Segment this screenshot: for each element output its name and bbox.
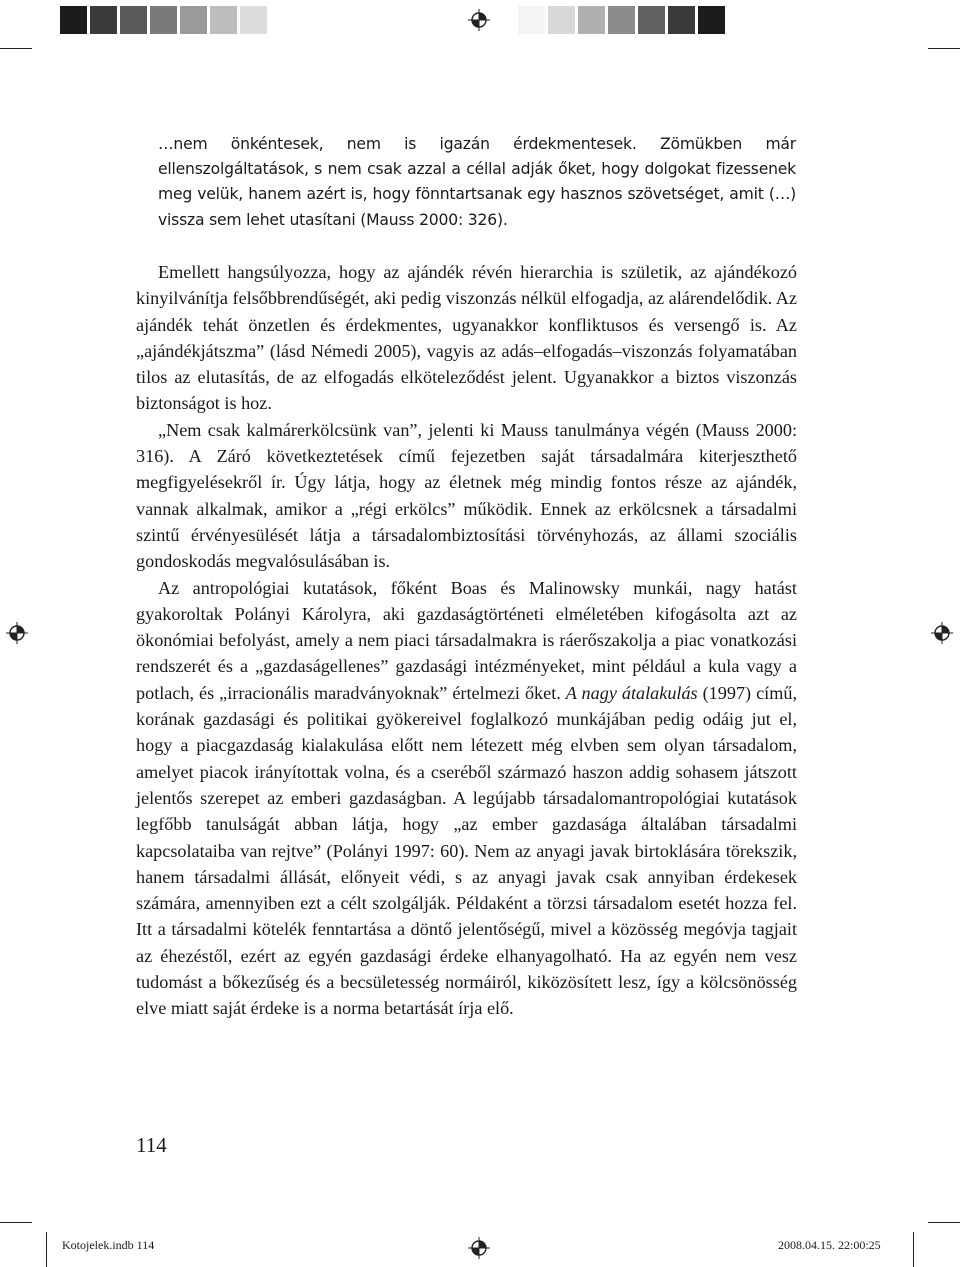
page-number: 114 — [136, 1133, 167, 1157]
color-swatch — [548, 6, 575, 34]
paragraph-text: (1997) című, korának gazdasági és politikai gyökereivel foglalkozó munkájában pedig odáig jut el, hogy a piacgazdaság kialakulása előtt nem létezett még elvben sem olyan társadalom, amelyet piacok irányítottak volna, és a cseréből származó haszon addig sohasem játszott jelentős szerepet az emberi gazdaságban. A legújabb társadalomantropológiai kutatások legfőbb tanulságát abban látja, hogy „az ember gazdasága általában társadalmi kapcsolataiba van rejtve” (Polányi 1997: 60). Nem az anyagi javak birtoklására törekszik, hanem társadalmi állását, előnyeit védi, s az anyagi javak csak annyiban érdekesek számára, amennyiben ezt a célt szolgálják. Példaként a törzsi társadalom esetét hozza fel. Itt a társadalmi kötelék fenntartása a döntő jelentőségű, mivel a közösség megóvja tagjait az éhezéstől, ezért az egyén gazdasági érdeke elhanyagolható. Ha az egyén nem vesz tudomást a bőkezűség és a becsületesség normáiról, kiközösített lesz, így a kölcsönösség elve miatt saját érdeke is a norma betartását írja elő. — [136, 682, 797, 1019]
color-swatch — [608, 6, 635, 34]
crop-mark — [46, 1232, 47, 1267]
registration-mark-icon — [6, 622, 28, 644]
color-bar-right — [518, 6, 728, 34]
color-swatch — [150, 6, 177, 34]
paragraph: Emellett hangsúlyozza, hogy az ajándék révén hierarchia is születik, az ajándékozó kinyilvánítja felsőbbrendűségét, aki pedig viszonzás nélkül elfogadja, az alárendelődik. Az ajándék tehát önzetlen és érdekmentes, ugyanakkor konfliktusos és versengő is. Az „ajándékjátszma” (lásd Némedi 2005), vagyis az adás–elfogadás–viszonzás folyamatában tilos az elutasítás, de az elfogadás elköteleződést jelent. Ugyanakkor a biztos viszonzás biztonságot is hoz. — [136, 262, 797, 414]
slug-file-info: Kotojelek.indb 114 — [62, 1238, 155, 1252]
slug-timestamp: 2008.04.15. 22:00:25 — [778, 1238, 881, 1252]
color-swatch — [210, 6, 237, 34]
color-swatch — [578, 6, 605, 34]
paragraph: „Nem csak kalmárerkölcsünk van”, jelenti ki Mauss tanulmánya végén (Mauss 2000: 316). A Záró következtetések című fejezetben saját társadalmára kiterjeszthető megfigyelésekről ír. Úgy látja, hogy az életnek még mindig fontos része az ajándék, vannak alkalmak, amikor a „régi erkölcs” működik. Ennek az erkölcsnek a társadalmi szintű érvényesülését látja a társadalombiztosítási törvényhozás, az állami szociális gondoskodás megvalósulásában is. — [136, 419, 797, 572]
color-swatch — [518, 6, 545, 34]
color-swatch — [668, 6, 695, 34]
color-swatch — [638, 6, 665, 34]
block-quote: …nem önkéntesek, nem is igazán érdekmentesek. Zömükben már ellenszolgáltatások, s nem csak azzal a céllal adják őket, hogy dolgokat fizessenek meg velük, hanem azért is, hogy fönntartsanak egy hasznos szövetséget, amit (…) vissza sem lehet utasítani (Mauss 2000: 326). — [158, 135, 796, 229]
color-swatch — [90, 6, 117, 34]
book-title: A nagy átalakulás — [565, 682, 698, 703]
color-bar-left — [60, 6, 270, 34]
color-swatch — [60, 6, 87, 34]
registration-mark-icon — [468, 1237, 490, 1259]
registration-mark-icon — [468, 9, 490, 31]
color-swatch — [180, 6, 207, 34]
paragraph — [136, 575, 797, 1022]
color-swatch — [698, 6, 725, 34]
crop-mark — [0, 1222, 32, 1223]
color-swatch — [120, 6, 147, 34]
crop-mark — [913, 1232, 914, 1267]
registration-mark-icon — [931, 622, 953, 644]
crop-mark — [928, 1222, 960, 1223]
paragraph-text: Az antropológiai kutatások, főként Boas és Malinowsky munkái, nagy hatást gyakoroltak Polányi Károlyra, aki gazdaságtörténeti elméletében kifogásolta azt az ökonómiai befolyást, amely a nem piaci társadalmakra is ráerőszakolja a piac vonatkozási rendszerét és a „gazdaságellenes” gazdasági intézményeket, mint például a kula vagy a potlach, és „irracionális maradványoknak” értelmezi őket. — [136, 577, 797, 703]
crop-mark — [928, 48, 960, 49]
crop-mark — [0, 48, 32, 49]
body-text — [136, 259, 797, 1022]
color-swatch — [240, 6, 267, 34]
